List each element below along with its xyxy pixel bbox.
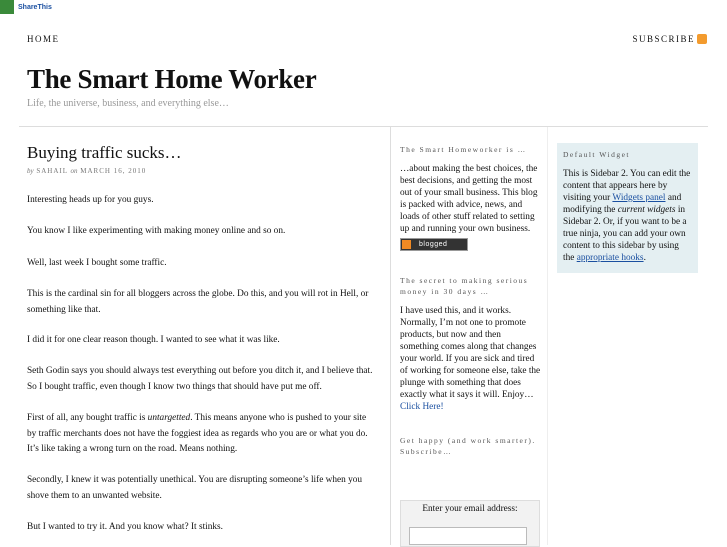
post-paragraph: [27, 411, 377, 458]
widget-secret-body: I have used this, and it works. Normally, I’m not one to promote products, but now and then something comes along that changes your world. If you are sick and tired of working for someone else, take the plunge with something that does exactly what it says it will. Enjoy…: [400, 306, 541, 400]
widget-emphasis: current widgets: [617, 205, 676, 215]
widget-text: .: [643, 253, 646, 263]
widget-title-secret: The secret to making serious money in 30 days …: [400, 276, 529, 296]
sidebar-1: [400, 144, 542, 457]
email-input[interactable]: [409, 527, 527, 545]
blogged-badge[interactable]: [400, 238, 468, 251]
post-paragraph: You know I like experimenting with making money online and so on.: [27, 226, 286, 236]
widget-title-about: The Smart Homeworker is …: [400, 145, 527, 154]
widget-title-subscribe: Get happy (and work smarter). Subscribe…: [400, 436, 536, 456]
appropriate-hooks-link[interactable]: appropriate hooks: [576, 253, 644, 263]
default-widget-title: Default Widget: [563, 150, 631, 159]
post-paragraph: Interesting heads up for you guys.: [27, 195, 154, 205]
sidebar-divider: [547, 127, 548, 545]
column-divider: [390, 127, 391, 545]
share-icon: [0, 0, 14, 14]
post-text: . This means anyone who is pushed to your site by traffic merchants does not have the foggiest idea as regards who you are or what you do. It’s like taking a wrong turn on the road. Means nothing.: [27, 413, 368, 454]
header-divider: [19, 126, 708, 127]
widgets-panel-link[interactable]: Widgets panel: [612, 193, 666, 203]
blogged-label: blogged: [419, 240, 448, 248]
click-here-link[interactable]: Click Here!: [400, 402, 444, 412]
site-title[interactable]: The Smart Home Worker: [27, 64, 317, 94]
post-paragraph: I did it for one clear reason though. I wanted to see what it was like.: [27, 335, 280, 345]
post-text: First of all, any bought traffic is: [27, 413, 148, 423]
widget-text: This is Sidebar 2. You can edit the content that appears here by visiting your: [563, 169, 691, 203]
byline-on: on: [70, 167, 78, 175]
post-paragraph: Seth Godin says you should always test everything out before you ditch it, and I believe that. So I bought traffic, even though I know two things that should have put me off.: [27, 366, 373, 392]
post-title[interactable]: Buying traffic sucks…: [27, 143, 182, 162]
post-date: MARCH 16, 2010: [80, 167, 147, 175]
post-paragraph: This is the cardinal sin for all bloggers across the globe. Do this, and you will rot in Hell, or something like that.: [27, 289, 369, 315]
sidebar-2-default-widget: [557, 143, 698, 273]
widget-text: in Sidebar 2. Or, if you want to be a true ninja, you can add your own content to this sidebar by using the: [563, 205, 687, 263]
blog-post: [27, 143, 377, 532]
top-navigation: [27, 34, 707, 46]
blogger-icon: [402, 240, 411, 249]
nav-subscribe-link[interactable]: SUBSCRIBE: [632, 34, 695, 44]
rss-icon[interactable]: [697, 34, 707, 44]
post-author[interactable]: SAHAIL: [36, 167, 68, 175]
nav-home-link[interactable]: HOME: [27, 34, 60, 44]
widget-secret-text: [400, 305, 542, 413]
default-widget-text: [563, 168, 692, 264]
post-paragraph: But I wanted to try it. And you know what? It stinks.: [27, 522, 223, 532]
widget-about-text: …about making the best choices, the best decisions, and getting the most out of your small business. This blog is packed with advice, news, and loads of other stuff related to setting up and running your own business.: [400, 164, 538, 234]
widget-text: and modifying the: [563, 193, 682, 215]
sharethis-button[interactable]: [0, 0, 52, 14]
subscribe-form: [400, 500, 540, 547]
post-paragraph: Secondly, I knew it was potentially unethical. You are disrupting someone’s life when you shove them to an unwanted website.: [27, 475, 363, 501]
site-tagline: Life, the universe, business, and everything else…: [27, 98, 229, 109]
post-paragraph: Well, last week I bought some traffic.: [27, 258, 167, 268]
post-emphasis: untargetted: [147, 413, 191, 423]
email-label: Enter your email address:: [422, 504, 518, 514]
post-byline: [27, 167, 377, 175]
byline-by: by: [27, 167, 34, 175]
sharethis-label: ShareThis: [18, 3, 52, 11]
